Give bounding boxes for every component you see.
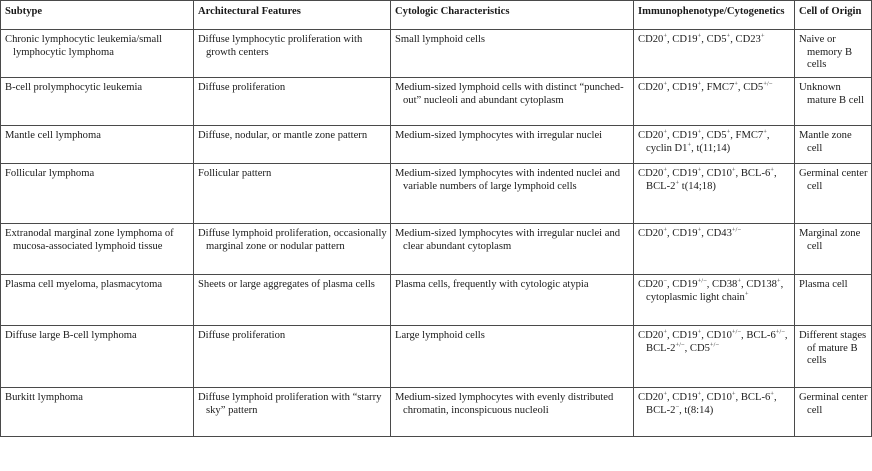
expression-marker: + — [697, 166, 702, 174]
cell-subtype — [1, 164, 194, 224]
table-row — [1, 164, 872, 224]
expression-marker: − — [675, 403, 680, 411]
column-header-cell-of-origin: Cell of Origin — [795, 1, 872, 30]
architectural-text: Sheets or large aggregates of plasma cells — [198, 279, 375, 290]
expression-marker: +/− — [697, 277, 707, 285]
architectural-text: Follicular pattern — [198, 168, 272, 179]
cell-origin — [795, 224, 872, 275]
expression-marker: + — [663, 390, 667, 398]
expression-marker: + — [763, 128, 767, 136]
table-row — [1, 126, 872, 164]
immunophenotype-text: CD20−, CD19+/−, CD38+, CD138+, cytoplasmic light chain+ — [638, 277, 784, 303]
expression-marker: + — [744, 290, 749, 298]
expression-marker: + — [697, 226, 702, 234]
subtype-text: Plasma cell myeloma, plasmacytoma — [5, 279, 163, 290]
cell-architectural — [194, 326, 391, 388]
architectural-text: Diffuse lymphocytic proliferation with growth centers — [198, 34, 363, 58]
expression-marker: + — [697, 32, 702, 40]
expression-marker: + — [731, 166, 736, 174]
architectural-text: Diffuse proliferation — [198, 82, 286, 93]
cell-cytologic — [391, 224, 634, 275]
column-header-architectural-features: Architectural Features — [194, 1, 391, 30]
expression-marker: + — [687, 141, 692, 149]
table-row — [1, 275, 872, 326]
expression-marker: +/− — [709, 341, 720, 349]
origin-text: Mantle zone cell — [799, 130, 852, 154]
cell-immunophenotype — [634, 388, 795, 437]
architectural-text: Diffuse, nodular, or mantle zone pattern — [198, 130, 368, 141]
cytologic-text: Plasma cells, frequently with cytologic atypia — [395, 279, 589, 290]
cell-immunophenotype — [634, 275, 795, 326]
expression-marker: + — [697, 128, 702, 136]
expression-marker: +/− — [731, 226, 742, 234]
cytologic-text: Small lymphoid cells — [395, 34, 486, 45]
origin-text: Germinal center cell — [799, 168, 868, 192]
expression-marker: + — [734, 80, 738, 88]
cell-origin — [795, 275, 872, 326]
expression-marker: +/− — [731, 328, 742, 336]
cell-immunophenotype — [634, 326, 795, 388]
header-row — [1, 1, 872, 30]
expression-marker: + — [663, 226, 667, 234]
cell-immunophenotype — [634, 30, 795, 78]
cell-immunophenotype — [634, 224, 795, 275]
cell-cytologic — [391, 126, 634, 164]
cell-immunophenotype — [634, 126, 795, 164]
subtype-text: Extranodal marginal zone lymphoma of mucosa-associated lymphoid tissue — [5, 228, 174, 252]
subtype-text: Chronic lymphocytic leukemia/small lymphocytic lymphoma — [5, 34, 163, 58]
cell-subtype — [1, 30, 194, 78]
expression-marker: + — [770, 390, 774, 398]
origin-text: Plasma cell — [799, 279, 848, 290]
cytologic-text: Medium-sized lymphoid cells with distinct “punched-out” nucleoli and abundant cytoplasm — [395, 82, 624, 106]
column-header-subtype: Subtype — [1, 1, 194, 30]
subtype-text: Follicular lymphoma — [5, 168, 95, 179]
immunophenotype-text: CD20+, CD19+, FMC7+, CD5+/− — [638, 80, 773, 93]
cell-origin — [795, 30, 872, 78]
cell-cytologic — [391, 275, 634, 326]
expression-marker: +/− — [775, 328, 785, 336]
expression-marker: + — [760, 32, 765, 40]
cell-origin — [795, 326, 872, 388]
expression-marker: +/− — [675, 341, 685, 349]
immunophenotype-text: CD20+, CD19+, CD10+/−, BCL-6+/−, BCL-2+/−, CD5+/− — [638, 328, 788, 354]
immunophenotype-text: CD20+, CD19+, CD10+, BCL-6+, BCL-2−, t(8:14) — [638, 390, 777, 416]
table-row — [1, 224, 872, 275]
column-header-immunophenotype: Immunophenotype/Cytogenetics — [634, 1, 795, 30]
expression-marker: + — [770, 166, 774, 174]
expression-marker: + — [697, 80, 702, 88]
cell-subtype — [1, 126, 194, 164]
expression-marker: + — [726, 32, 731, 40]
table-body — [1, 30, 872, 437]
cell-cytologic — [391, 164, 634, 224]
expression-marker: +/− — [763, 80, 773, 88]
expression-marker: + — [675, 179, 680, 187]
origin-text: Different stages of mature B cells — [799, 330, 867, 367]
expression-marker: + — [737, 277, 742, 285]
cell-architectural — [194, 78, 391, 126]
subtype-text: Mantle cell lymphoma — [5, 130, 101, 141]
expression-marker: − — [663, 277, 667, 285]
cytologic-text: Large lymphoid cells — [395, 330, 485, 341]
cell-architectural — [194, 164, 391, 224]
cell-immunophenotype — [634, 164, 795, 224]
cell-architectural — [194, 224, 391, 275]
cytologic-text: Medium-sized lymphocytes with indented nuclei and variable numbers of large lymphoid cells — [395, 168, 621, 192]
subtype-text: Burkitt lymphoma — [5, 392, 83, 403]
origin-text: Germinal center cell — [799, 392, 868, 416]
immunophenotype-text: CD20+, CD19+, CD5+, FMC7+, cyclin D1+, t(11;14) — [638, 128, 770, 154]
table-row — [1, 78, 872, 126]
table-row — [1, 326, 872, 388]
expression-marker: + — [697, 328, 702, 336]
cell-architectural — [194, 30, 391, 78]
cell-subtype — [1, 224, 194, 275]
cytologic-text: Medium-sized lymphocytes with irregular nuclei — [395, 130, 603, 141]
cell-cytologic — [391, 326, 634, 388]
table-row — [1, 30, 872, 78]
origin-text: Unknown mature B cell — [799, 82, 865, 106]
subtype-text: Diffuse large B-cell lymphoma — [5, 330, 137, 341]
column-header-cytologic-characteristics: Cytologic Characteristics — [391, 1, 634, 30]
expression-marker: + — [663, 128, 667, 136]
immunophenotype-text: CD20+, CD19+, CD10+, BCL-6+, BCL-2+ t(14;18) — [638, 166, 777, 192]
table-header — [1, 1, 872, 30]
cell-cytologic — [391, 30, 634, 78]
architectural-text: Diffuse lymphoid proliferation, occasionally marginal zone or nodular pattern — [198, 228, 387, 252]
cell-subtype — [1, 388, 194, 437]
architectural-text: Diffuse lymphoid proliferation with “starry sky” pattern — [198, 392, 382, 416]
immunophenotype-text: CD20+, CD19+, CD43+/− — [638, 226, 742, 239]
cytologic-text: Medium-sized lymphocytes with irregular nuclei and clear abundant cytoplasm — [395, 228, 621, 252]
cell-cytologic — [391, 78, 634, 126]
cell-subtype — [1, 275, 194, 326]
immunophenotype-text: CD20+, CD19+, CD5+, CD23+ — [638, 32, 765, 45]
cytologic-text: Medium-sized lymphocytes with evenly distributed chromatin, inconspicuous nucleoli — [395, 392, 614, 416]
cell-origin — [795, 164, 872, 224]
expression-marker: + — [663, 166, 667, 174]
expression-marker: + — [731, 390, 736, 398]
cell-subtype — [1, 78, 194, 126]
cell-architectural — [194, 275, 391, 326]
expression-marker: + — [663, 80, 667, 88]
expression-marker: + — [663, 32, 667, 40]
cell-origin — [795, 126, 872, 164]
expression-marker: + — [726, 128, 731, 136]
origin-text: Marginal zone cell — [799, 228, 861, 252]
cell-immunophenotype — [634, 78, 795, 126]
expression-marker: + — [697, 390, 702, 398]
cell-origin — [795, 78, 872, 126]
cell-origin — [795, 388, 872, 437]
table-row — [1, 388, 872, 437]
cell-subtype — [1, 326, 194, 388]
architectural-text: Diffuse proliferation — [198, 330, 286, 341]
cell-architectural — [194, 126, 391, 164]
cell-cytologic — [391, 388, 634, 437]
cell-architectural — [194, 388, 391, 437]
origin-text: Naive or memory B cells — [799, 34, 853, 71]
expression-marker: + — [776, 277, 781, 285]
subtype-text: B-cell prolymphocytic leukemia — [5, 82, 143, 93]
expression-marker: + — [663, 328, 667, 336]
